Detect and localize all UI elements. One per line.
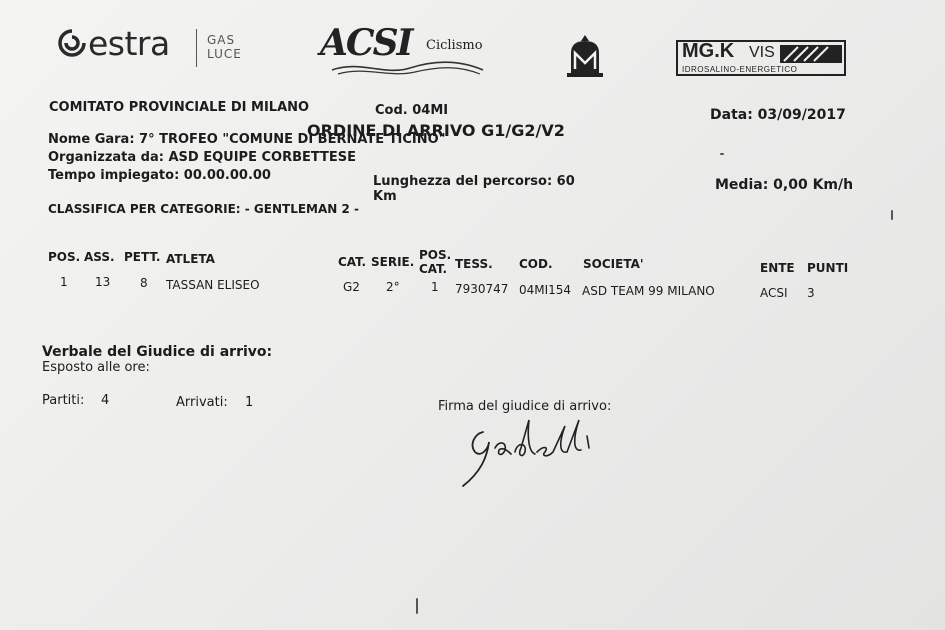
committee-name: COMITATO PROVINCIALE DI MILANO (49, 100, 310, 115)
cell-punti: 3 (807, 286, 815, 300)
average-speed: Media: 0,00 Km/h (715, 177, 854, 193)
esposto-alle-ore: Esposto alle ore: (42, 360, 150, 375)
col-poscat-line2: CAT. (419, 262, 448, 276)
cell-ente: ACSI (760, 286, 788, 300)
col-tess: TESS. (455, 257, 493, 271)
acsi-wave-icon (330, 58, 485, 78)
estra-swirl-icon (56, 27, 88, 59)
col-punti: PUNTI (807, 261, 849, 275)
acsi-wordmark: ACSI (320, 22, 412, 64)
federation-crest-icon (562, 33, 608, 79)
verbale-title: Verbale del Giudice di arrivo: (42, 344, 273, 360)
firma-label: Firma del giudice di arrivo: (438, 399, 612, 414)
race-organizer: Organizzata da: ASD EQUIPE CORBETTESE (48, 150, 357, 165)
col-cod: COD. (519, 257, 553, 271)
col-atleta: ATLETA (166, 252, 215, 266)
partiti-label: Partiti: (42, 393, 85, 408)
arrivati-value: 1 (245, 395, 254, 410)
paper-speck (891, 210, 893, 220)
cell-ass: 13 (95, 275, 111, 289)
estra-wordmark: estra (88, 24, 170, 63)
paper-speck (416, 598, 418, 614)
col-pos: POS. (48, 250, 81, 264)
estra-gas-luce (207, 33, 242, 61)
race-length: Lunghezza del percorso: 60 (373, 174, 575, 189)
committee-code: Cod. 04MI (375, 103, 449, 118)
col-pett: PETT. (124, 250, 161, 264)
judge-signature-icon (455, 412, 605, 492)
cell-cat: G2 (343, 280, 360, 294)
col-societa: SOCIETA' (583, 257, 644, 271)
acsi-ciclismo-text: Ciclismo (426, 38, 483, 53)
col-ente: ENTE (760, 261, 795, 275)
cell-pos: 1 (60, 275, 68, 289)
col-cat: CAT. (338, 255, 367, 269)
mgk-wordmark: MG.K (682, 40, 735, 62)
document-title: ORDINE DI ARRIVO G1/G2/V2 (307, 121, 565, 140)
paper-speck (720, 153, 724, 155)
cell-serie: 2° (386, 280, 400, 294)
arrivati-label: Arrivati: (176, 395, 228, 410)
race-date: Data: 03/09/2017 (710, 107, 846, 123)
category-classification: CLASSIFICA PER CATEGORIE: - GENTLEMAN 2 - (48, 202, 360, 216)
mgk-tagline: IDROSALINO-ENERGETICO (682, 65, 798, 74)
race-length-unit: Km (373, 189, 397, 204)
cell-atleta: TASSAN ELISEO (166, 278, 260, 292)
col-poscat-line1: POS. (419, 248, 452, 262)
cell-tess: 7930747 (455, 282, 509, 296)
estra-separator (196, 29, 197, 67)
col-serie: SERIE. (371, 255, 415, 269)
estra-luce-text: LUCE (207, 47, 242, 61)
cell-poscat: 1 (431, 280, 439, 294)
partiti-value: 4 (101, 393, 110, 408)
estra-gas-text: GAS (207, 33, 236, 47)
cell-cod: 04MI154 (519, 283, 572, 297)
race-time: Tempo impiegato: 00.00.00.00 (48, 168, 271, 183)
mgk-stripes-icon (780, 45, 842, 63)
cell-pett: 8 (140, 276, 148, 290)
col-ass: ASS. (84, 250, 115, 264)
cell-societa: ASD TEAM 99 MILANO (582, 284, 715, 298)
mgk-vis-text: VIS (749, 44, 775, 61)
race-name: Nome Gara: 7° TROFEO "COMUNE DI BERNATE TICINO" (48, 132, 446, 147)
